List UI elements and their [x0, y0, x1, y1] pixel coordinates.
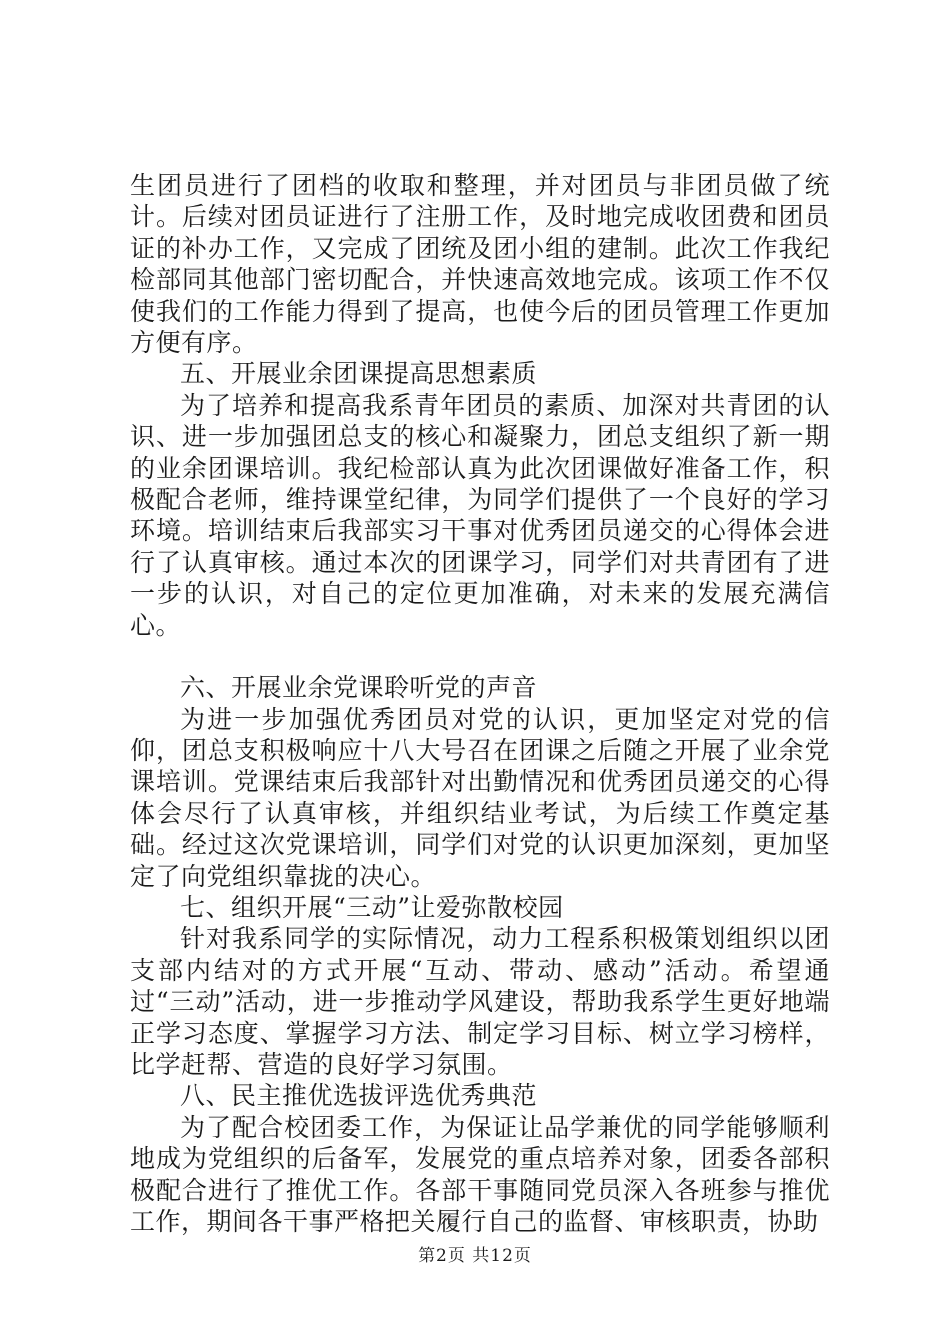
paragraph-section-6: 为进一步加强优秀团员对党的认识，更加坚定对党的信仰，团总支积极响应十八大号召在团课之后随之开展了业余党课培训。党课结束后我部针对出勤情况和优秀团员递交的心得体会尽行了认真审核，并组织结业考试，为后续工作奠定基础。经过这次党课培训，同学们对党的认识更加深刻，更加坚定了向党组织靠拢的决心。: [130, 704, 830, 891]
document-body: [130, 170, 830, 1237]
paragraph-section-7: 针对我系同学的实际情况，动力工程系积极策划组织以团支部内结对的方式开展“互动、带动、感动”活动。希望通过“三动”活动，进一步推动学风建设，帮助我系学生更好地端正学习态度、掌握学习方法、制定学习目标、树立学习榜样，比学赶帮、营造的良好学习氛围。: [130, 924, 830, 1079]
section-heading-8: 八、民主推优选拔评选优秀典范: [180, 1081, 538, 1111]
section-heading-5: 五、开展业余团课提高思想素质: [180, 359, 538, 389]
section-heading-7: 七、组织开展“三动”让爱弥散校园: [180, 892, 564, 922]
page-number: 第2页 共12页: [418, 1246, 532, 1266]
paragraph-continuation: 生团员进行了团档的收取和整理，并对团员与非团员做了统计。后续对团员证进行了注册工作，及时地完成收团费和团员证的补办工作，又完成了团统及团小组的建制。此次工作我纪检部同其他部门密切配合，并快速高效地完成。该项工作不仅使我们的工作能力得到了提高，也使今后的团员管理工作更加方便有序。: [130, 171, 830, 358]
paragraph-section-5: 为了培养和提高我系青年团员的素质、加深对共青团的认识、进一步加强团总支的核心和凝聚力，团总支组织了新一期的业余团课培训。我纪检部认真为此次团课做好准备工作，积极配合老师，维持课堂纪律，为同学们提供了一个良好的学习环境。培训结束后我部实习干事对优秀团员递交的心得体会进行了认真审核。通过本次的团课学习，同学们对共青团有了进一步的认识，对自己的定位更加准确，对未来的发展充满信心。: [130, 390, 830, 640]
paragraph-section-8: 为了配合校团委工作，为保证让品学兼优的同学能够顺利地成为党组织的后备军，发展党的重点培养对象，团委各部积极配合进行了推优工作。各部干事随同党员深入各班参与推优工作，期间各干事严格把关履行自己的监督、审核职责，协助: [130, 1112, 830, 1236]
section-heading-6: 六、开展业余党课聆听党的声音: [180, 673, 538, 703]
